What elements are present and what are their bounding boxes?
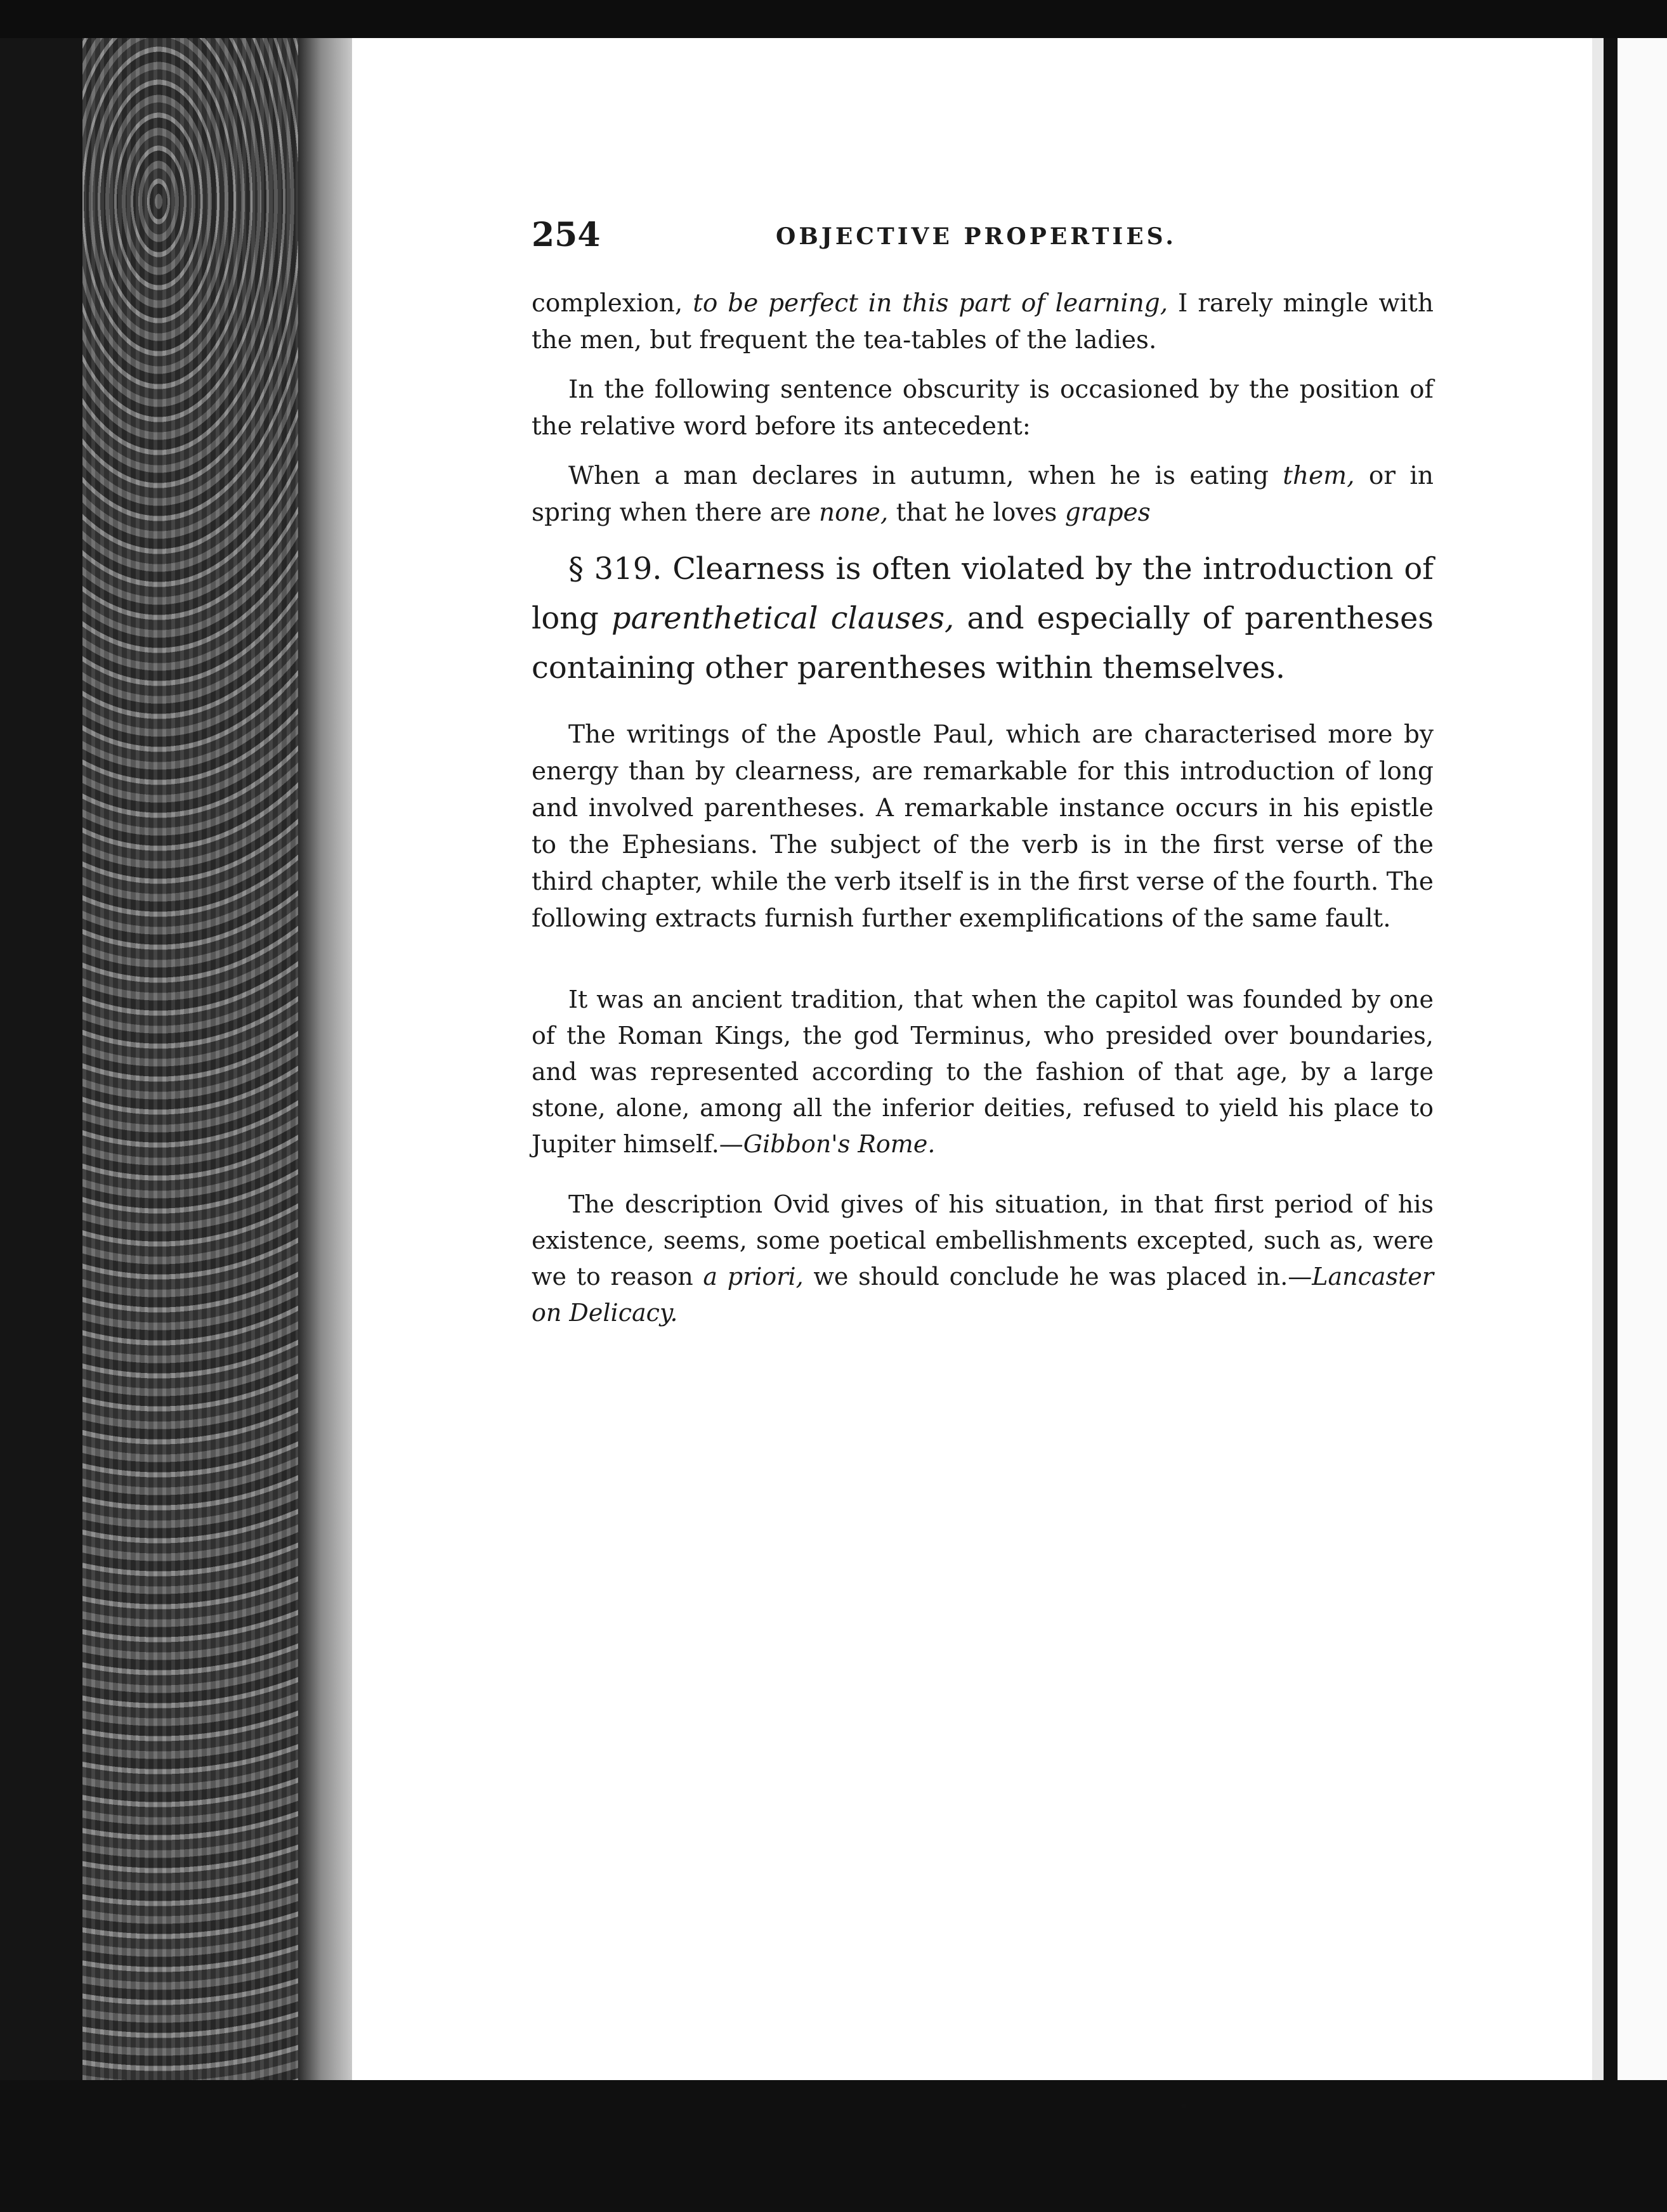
paragraph-paul: The writings of the Apostle Paul, which are characterised more by energy than by clearness, are remarkable for this introduction of long and involved parentheses. A remarkable instance occurs in his epistle to the Ephesians. The subject of the verb is in the first verse of the third chapter, while the verb itself is in the first verse of the fourth. The following extracts furnish further exemplifications of the same fault. <box>532 720 1434 933</box>
running-head <box>532 216 1434 285</box>
text-run: When a man declares in autumn, when he is eating <box>568 462 1283 490</box>
paragraph-obscurity-intro: In the following sentence obscurity is occasioned by the position of the relative word before its antecedent: <box>532 375 1434 441</box>
italic-run: parenthetical clauses, <box>611 601 955 636</box>
page-text <box>532 216 1434 1331</box>
text-run: I rarely mingle with the men, but frequent the tea-tables of the ladies. <box>532 289 1434 355</box>
citation: Lancaster on Delicacy. <box>532 1263 1434 1327</box>
gutter-shadow <box>298 38 355 2080</box>
citation: Gibbon's Rome. <box>743 1130 936 1158</box>
text-run: and especially of parentheses containing other parentheses within themselves. <box>532 601 1434 686</box>
paragraph-continued <box>532 285 1434 359</box>
scan-background-bottom <box>0 2080 1667 2212</box>
ink-speck <box>1181 2104 1186 2109</box>
text-run: complexion, <box>532 289 693 318</box>
text-run: § 319. Clearness is often violated by the introduction of long <box>532 551 1434 636</box>
italic-run: them, <box>1283 462 1355 490</box>
text-run: The description Ovid gives of his situation, in that first period of his existence, seems, some poetical embellishments excepted, such as, were we to reason <box>532 1190 1434 1291</box>
scan-background-top <box>0 0 1667 38</box>
extract-gibbon <box>532 982 1434 1162</box>
text-run: or in spring when there are <box>532 462 1434 527</box>
facing-page-edge <box>1592 38 1667 2080</box>
italic-run: none, <box>819 498 889 527</box>
italic-run: to be perfect in this part of learning, <box>693 289 1168 318</box>
text-run: we should conclude he was placed in.— <box>803 1263 1312 1291</box>
text-run: It was an ancient tradition, that when the capitol was founded by one of the Roman Kings, the god Terminus, who presided over boundaries, and was represented according to the fashion of that age, by a large stone, alone, among all the inferior deities, refused to yield his place to Jupiter himself.— <box>532 986 1434 1158</box>
section-319 <box>532 544 1434 693</box>
italic-run: grapes <box>1064 498 1151 527</box>
example-sentence <box>532 458 1434 531</box>
italic-run: a priori, <box>703 1263 804 1291</box>
page-number: 254 <box>532 216 601 254</box>
extract-lancaster <box>532 1187 1434 1331</box>
running-title: OBJECTIVE PROPERTIES. <box>776 223 1177 250</box>
text-run: that he loves <box>888 498 1065 527</box>
